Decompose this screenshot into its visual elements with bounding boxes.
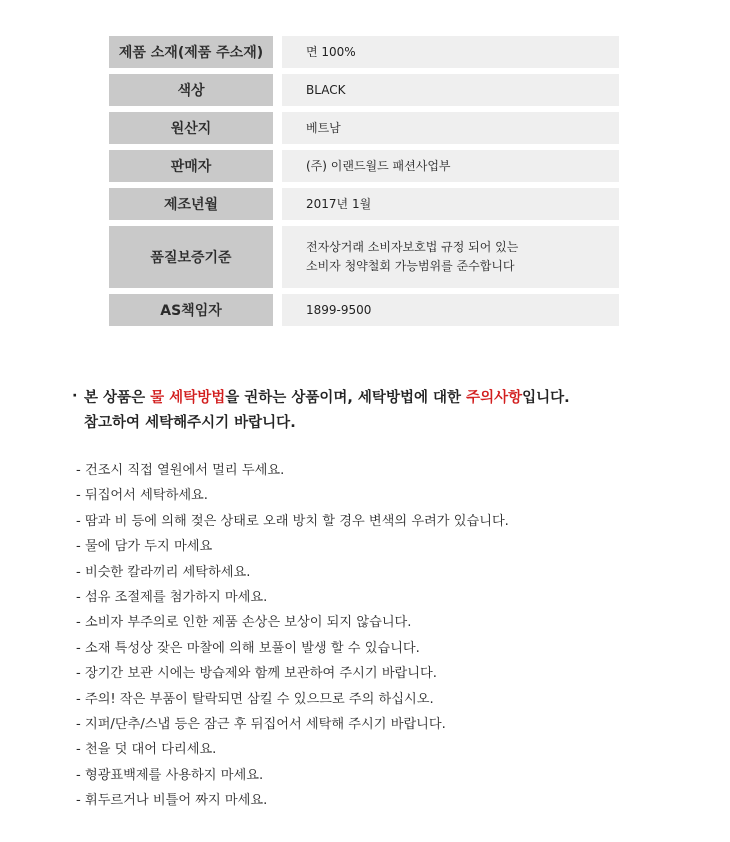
spec-value: (주) 이랜드월드 패션사업부	[306, 158, 451, 173]
spec-label: 원산지	[109, 112, 273, 144]
spec-value: BLACK	[306, 82, 346, 97]
spec-value: 전자상거래 소비자보호법 규정 되어 있는 소비자 청약철회 가능범위를 준수합니다	[306, 240, 519, 273]
list-item: - 땀과 비 등에 의해 젖은 상태로 오래 방치 할 경우 변색의 우려가 있습니다.	[76, 513, 509, 529]
spec-row-color	[109, 74, 619, 106]
spec-row-material	[109, 36, 619, 68]
spec-row-origin	[109, 112, 619, 144]
highlight-wash-method: 물 세탁방법	[150, 390, 226, 406]
list-item: - 비슷한 칼라끼리 세탁하세요.	[76, 564, 251, 580]
spec-value: 1899-9500	[306, 302, 372, 317]
list-item: - 건조시 직접 열원에서 멀리 두세요.	[76, 463, 285, 478]
spec-label: 제조년월	[109, 188, 273, 220]
spec-value: 2017년 1월	[306, 196, 372, 211]
list-item: - 뒤집어서 세탁하세요.	[76, 488, 208, 504]
list-item: - 천을 덧 대어 다리세요.	[76, 742, 217, 758]
spec-value: 면 100%	[306, 44, 356, 59]
list-item: - 휘두르거나 비틀어 짜지 마세요.	[76, 793, 268, 809]
notice-line-1: 본 상품은 물 세탁방법을 권하는 상품이며, 세탁방법에 대한 주의사항입니다.	[84, 390, 570, 406]
list-item: - 물에 담가 두지 마세요	[76, 539, 213, 555]
product-spec-table	[109, 36, 619, 326]
notice-line-2: 참고하여 세탁해주시기 바랍니다.	[84, 415, 296, 431]
spec-label: 판매자	[109, 150, 273, 182]
spec-row-manufacture-date	[109, 188, 619, 220]
washing-notice	[72, 386, 636, 436]
list-item: - 섬유 조절제를 첨가하지 마세요.	[76, 589, 268, 605]
spec-row-quality-standard	[109, 226, 619, 288]
spec-label: AS책임자	[109, 294, 273, 326]
highlight-caution: 주의사항	[466, 390, 523, 406]
list-item: - 주의! 작은 부품이 탈락되면 삼킬 수 있으므로 주의 하십시오.	[76, 691, 434, 707]
list-item: - 소비자 부주의로 인한 제품 손상은 보상이 되지 않습니다.	[76, 615, 412, 631]
notice-bullet: ·	[72, 388, 78, 404]
list-item: - 지퍼/단추/스냅 등은 잠근 후 뒤집어서 세탁해 주시기 바랍니다.	[76, 716, 446, 732]
list-item: - 소재 특성상 잦은 마찰에 의해 보풀이 발생 할 수 있습니다.	[76, 640, 420, 656]
spec-row-as-contact	[109, 294, 619, 326]
list-item: - 형광표백제를 사용하지 마세요.	[76, 767, 264, 783]
spec-label: 품질보증기준	[109, 226, 273, 288]
spec-value: 베트남	[306, 120, 341, 135]
spec-label: 색상	[109, 74, 273, 106]
spec-row-seller	[109, 150, 619, 182]
care-instruction-list	[76, 458, 636, 813]
list-item: - 장기간 보관 시에는 방습제와 함께 보관하여 주시기 바랍니다.	[76, 666, 437, 682]
spec-label: 제품 소재(제품 주소재)	[109, 36, 273, 68]
